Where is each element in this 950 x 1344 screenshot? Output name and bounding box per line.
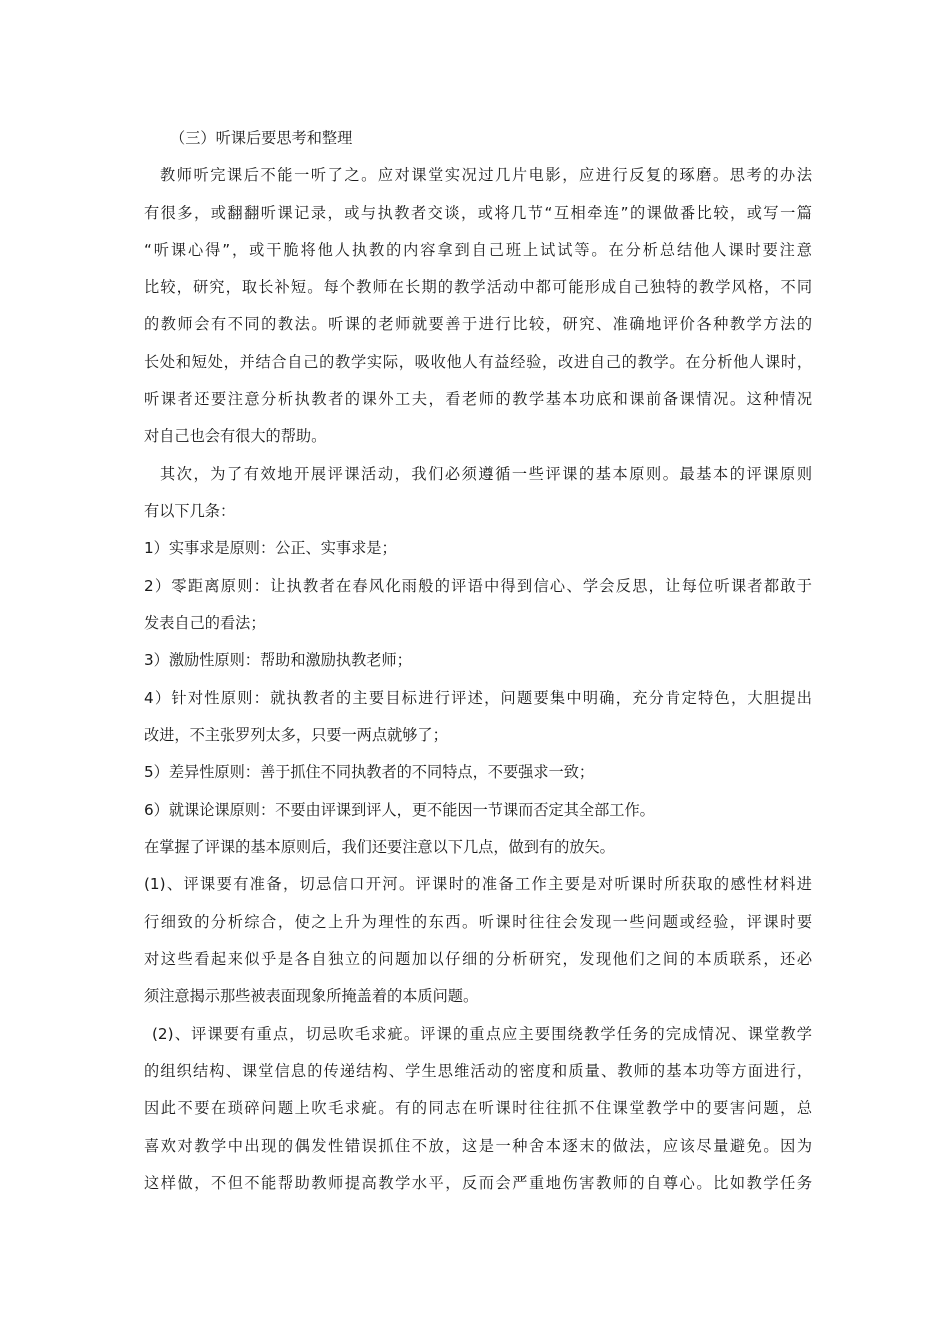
paragraph-line: 对这些看起来似乎是各自独立的问题加以仔细的分析研究，发现他们之间的本质联系，还必 [144, 950, 812, 968]
paragraph-line: “听课心得”，或干脆将他人执教的内容拿到自己班上试试等。在分析总结他人课时要注意 [144, 241, 812, 259]
paragraph-line: 的组织结构、课堂信息的传递结构、学生思维活动的密度和质量、教师的基本功等方面进行， [144, 1062, 812, 1080]
paragraph-line: 长处和短处，并结合自己的教学实际，吸收他人有益经验，改进自己的教学。在分析他人课时， [144, 353, 812, 371]
paragraph-line: 须注意揭示那些被表面现象所掩盖着的本质问题。 [144, 987, 479, 1005]
section-heading: （三）听课后要思考和整理 [170, 129, 353, 147]
paragraph-line: 因此不要在琐碎问题上吹毛求疵。有的同志在听课时往往抓不住课堂教学中的要害问题，总 [144, 1099, 812, 1117]
paragraph-line: 有以下几条： [144, 502, 236, 520]
paragraph-line: 对自己也会有很大的帮助。 [144, 427, 327, 445]
paragraph-line: 这样做，不但不能帮助教师提高教学水平，反而会严重地伤害教师的自尊心。比如教学任务 [144, 1174, 812, 1192]
paragraph-line: 教师听完课后不能一听了之。应对课堂实况过几片电影，应进行反复的琢磨。思考的办法 [160, 166, 812, 184]
list-item: 6）就课论课原则：不要由评课到评人，更不能因一节课而否定其全部工作。 [144, 801, 655, 819]
paragraph-line: 喜欢对教学中出现的偶发性错误抓住不放，这是一种舍本逐末的做法，应该尽量避免。因为 [144, 1137, 812, 1155]
list-item: 5）差异性原则：善于抓住不同执教者的不同特点，不要强求一致； [144, 763, 595, 781]
paragraph-line: 听课者还要注意分析执教者的课外工夫，看老师的教学基本功底和课前备课情况。这种情况 [144, 390, 812, 408]
paragraph-line: 有很多，或翻翻听课记录，或与执教者交谈，或将几节“互相牵连”的课做番比较，或写一篇 [144, 204, 812, 222]
list-item: 3）激励性原则：帮助和激励执教老师； [144, 651, 412, 669]
paragraph-line: 其次，为了有效地开展评课活动，我们必须遵循一些评课的基本原则。最基本的评课原则 [160, 465, 812, 483]
paragraph-line: 比较，研究，取长补短。每个教师在长期的教学活动中都可能形成自己独特的教学风格，不同 [144, 278, 812, 296]
paragraph-line: 的教师会有不同的教法。听课的老师就要善于进行比较，研究、准确地评价各种教学方法的 [144, 315, 812, 333]
paragraph-line: 在掌握了评课的基本原则后，我们还要注意以下几点，做到有的放矢。 [144, 838, 615, 856]
paragraph-line: (2)、评课要有重点，切忌吹毛求疵。评课的重点应主要围绕教学任务的完成情况、课堂教学 [152, 1025, 812, 1043]
list-item: 4）针对性原则：就执教者的主要目标进行评述，问题要集中明确，充分肯定特色，大胆提出 [144, 689, 812, 707]
list-item-continuation: 改进，不主张罗列太多，只要一两点就够了； [144, 726, 448, 744]
paragraph-line: 行细致的分析综合，使之上升为理性的东西。听课时往往会发现一些问题或经验，评课时要 [144, 913, 812, 931]
list-item: 2）零距离原则：让执教者在春风化雨般的评语中得到信心、学会反思，让每位听课者都敢于 [144, 577, 812, 595]
paragraph-line: (1)、评课要有准备，切忌信口开河。评课时的准备工作主要是对听课时所获取的感性材料进 [144, 875, 812, 893]
list-item-continuation: 发表自己的看法； [144, 614, 266, 632]
list-item: 1）实事求是原则：公正、实事求是； [144, 539, 397, 557]
